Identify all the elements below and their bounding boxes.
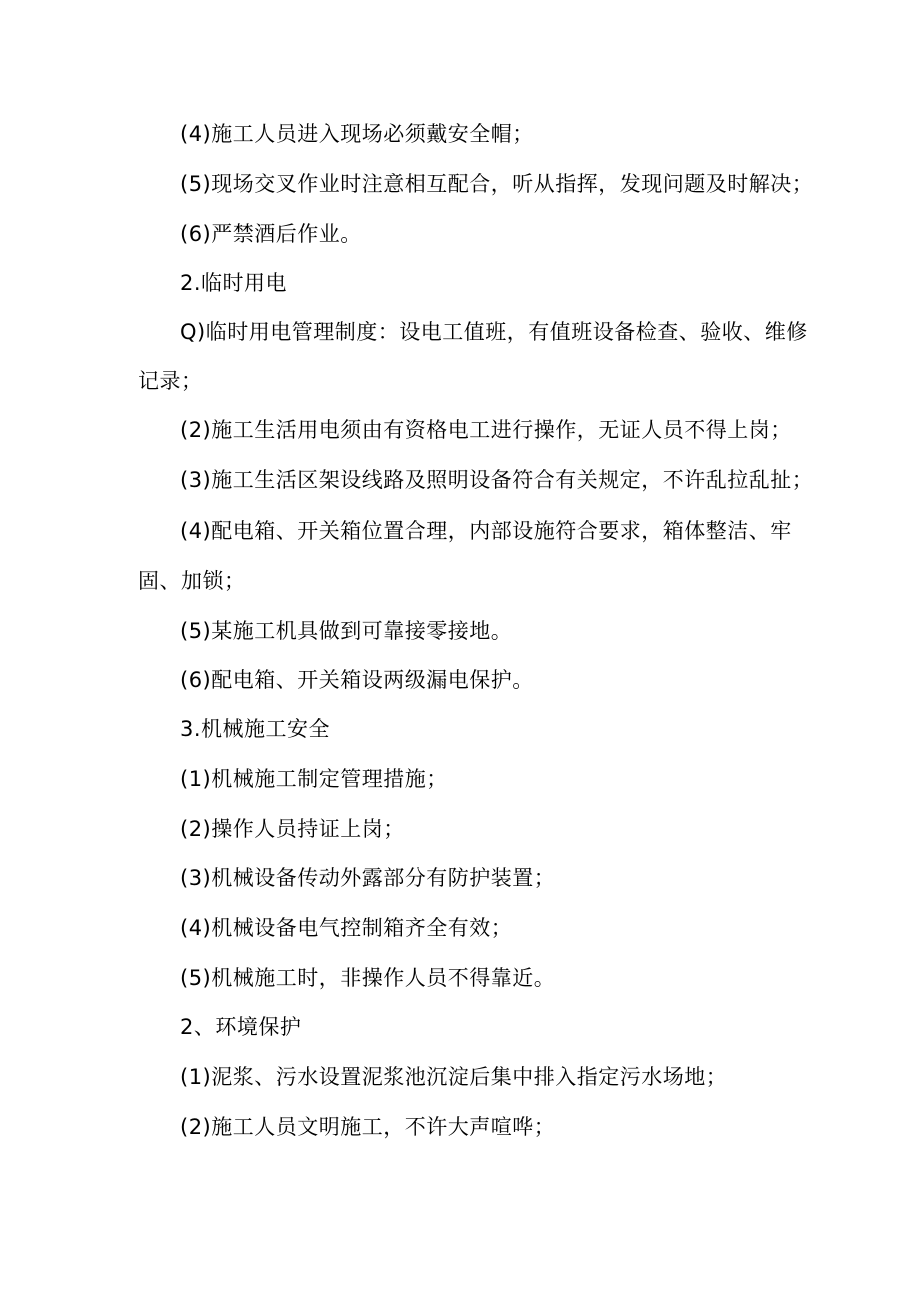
paragraph-line: (6)严禁酒后作业。 [180,222,362,246]
paragraph-line: (4)配电箱、开关箱位置合理，内部设施符合要求，箱体整洁、牢 [180,519,792,543]
section-heading: 3.机械施工安全 [180,717,331,741]
paragraph-line: (1)泥浆、污水设置泥浆池沉淀后集中排入指定污水场地； [180,1065,728,1089]
paragraph-line: (3)机械设备传动外露部分有防护装置； [180,866,556,890]
section-heading: 2.临时用电 [180,271,288,295]
paragraph-line: (4)施工人员进入现场必须戴安全帽； [180,122,534,146]
paragraph-line: (5)某施工机具做到可靠接零接地。 [180,619,513,643]
paragraph-line: (3)施工生活区架设线路及照明设备符合有关规定，不许乱拉乱扯； [180,468,814,492]
paragraph-line: (4)机械设备电气控制箱齐全有效； [180,916,513,940]
paragraph-line: (5)机械施工时，非操作人员不得靠近。 [180,966,556,990]
paragraph-line: (5)现场交叉作业时注意相互配合，听从指挥，发现问题及时解决； [180,172,814,196]
section-heading: 2、环境保护 [180,1015,302,1039]
paragraph-line: 固、加锁； [138,569,246,593]
paragraph-line: (1)机械施工制定管理措施； [180,767,448,791]
paragraph-line: (2)操作人员持证上岗； [180,817,405,841]
paragraph-line: (6)配电箱、开关箱设两级漏电保护。 [180,668,534,692]
paragraph-line: (2)施工人员文明施工，不许大声喧哗； [180,1115,556,1139]
paragraph-line: 记录； [138,369,203,393]
paragraph-line: (2)施工生活用电须由有资格电工进行操作，无证人员不得上岗； [180,418,792,442]
paragraph-line: Q)临时用电管理制度：设电工值班，有值班设备检查、验收、维修 [180,320,808,344]
